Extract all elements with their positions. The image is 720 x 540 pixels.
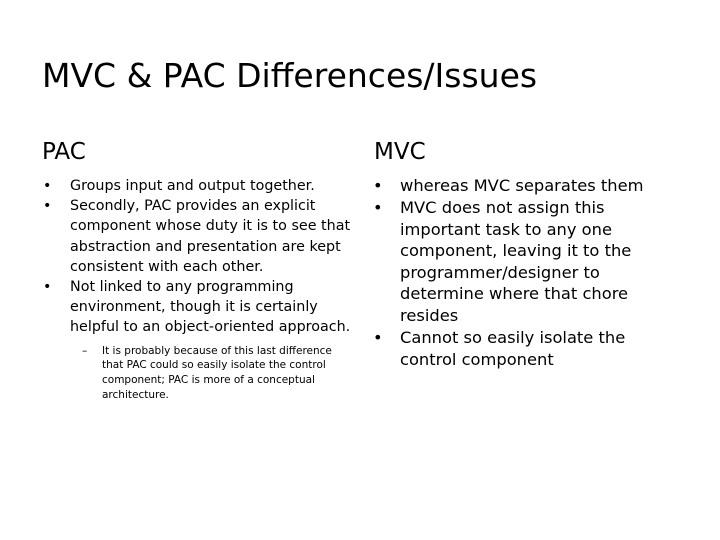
bullet-text: Cannot so easily isolate the control component xyxy=(400,328,626,369)
bullet-point: • xyxy=(43,178,52,194)
dash-bullet: – xyxy=(82,344,88,357)
pac-sub-list xyxy=(70,344,352,403)
list-item xyxy=(43,277,352,403)
list-item xyxy=(373,197,680,327)
list-item xyxy=(43,176,352,196)
bullet-point: • xyxy=(373,198,383,218)
mvc-column-heading: MVC xyxy=(374,139,426,165)
list-item xyxy=(43,196,352,277)
bullet-text: whereas MVC separates them xyxy=(400,176,644,195)
bullet-point: • xyxy=(43,279,52,296)
bullet-text: Secondly, PAC provides an explicit component whose duty it is to see that abstraction and presentation are kept consistent with each other. xyxy=(70,198,351,275)
sub-bullet-text: It is probably because of this last difference that PAC could so easily isolate the control component; PAC is more of a conceptual architecture. xyxy=(102,344,332,402)
mvc-bullet-list xyxy=(373,175,680,371)
pac-bullet-list xyxy=(43,176,352,403)
bullet-text: Groups input and output together. xyxy=(70,178,315,194)
list-item xyxy=(373,327,680,370)
bullet-point: • xyxy=(43,198,52,215)
bullet-text: MVC does not assign this important task to any one component, leaving it to the programmer/designer to determine where that chore resides xyxy=(400,198,632,326)
slide-title: MVC & PAC Differences/Issues xyxy=(42,56,538,95)
sub-list-item xyxy=(82,344,352,403)
list-item xyxy=(373,175,680,197)
bullet-point: • xyxy=(373,176,383,195)
pac-column-heading: PAC xyxy=(42,139,86,165)
bullet-text: Not linked to any programming environment, though it is certainly helpful to an object-oriented approach. xyxy=(70,279,351,336)
bullet-point: • xyxy=(373,328,383,348)
